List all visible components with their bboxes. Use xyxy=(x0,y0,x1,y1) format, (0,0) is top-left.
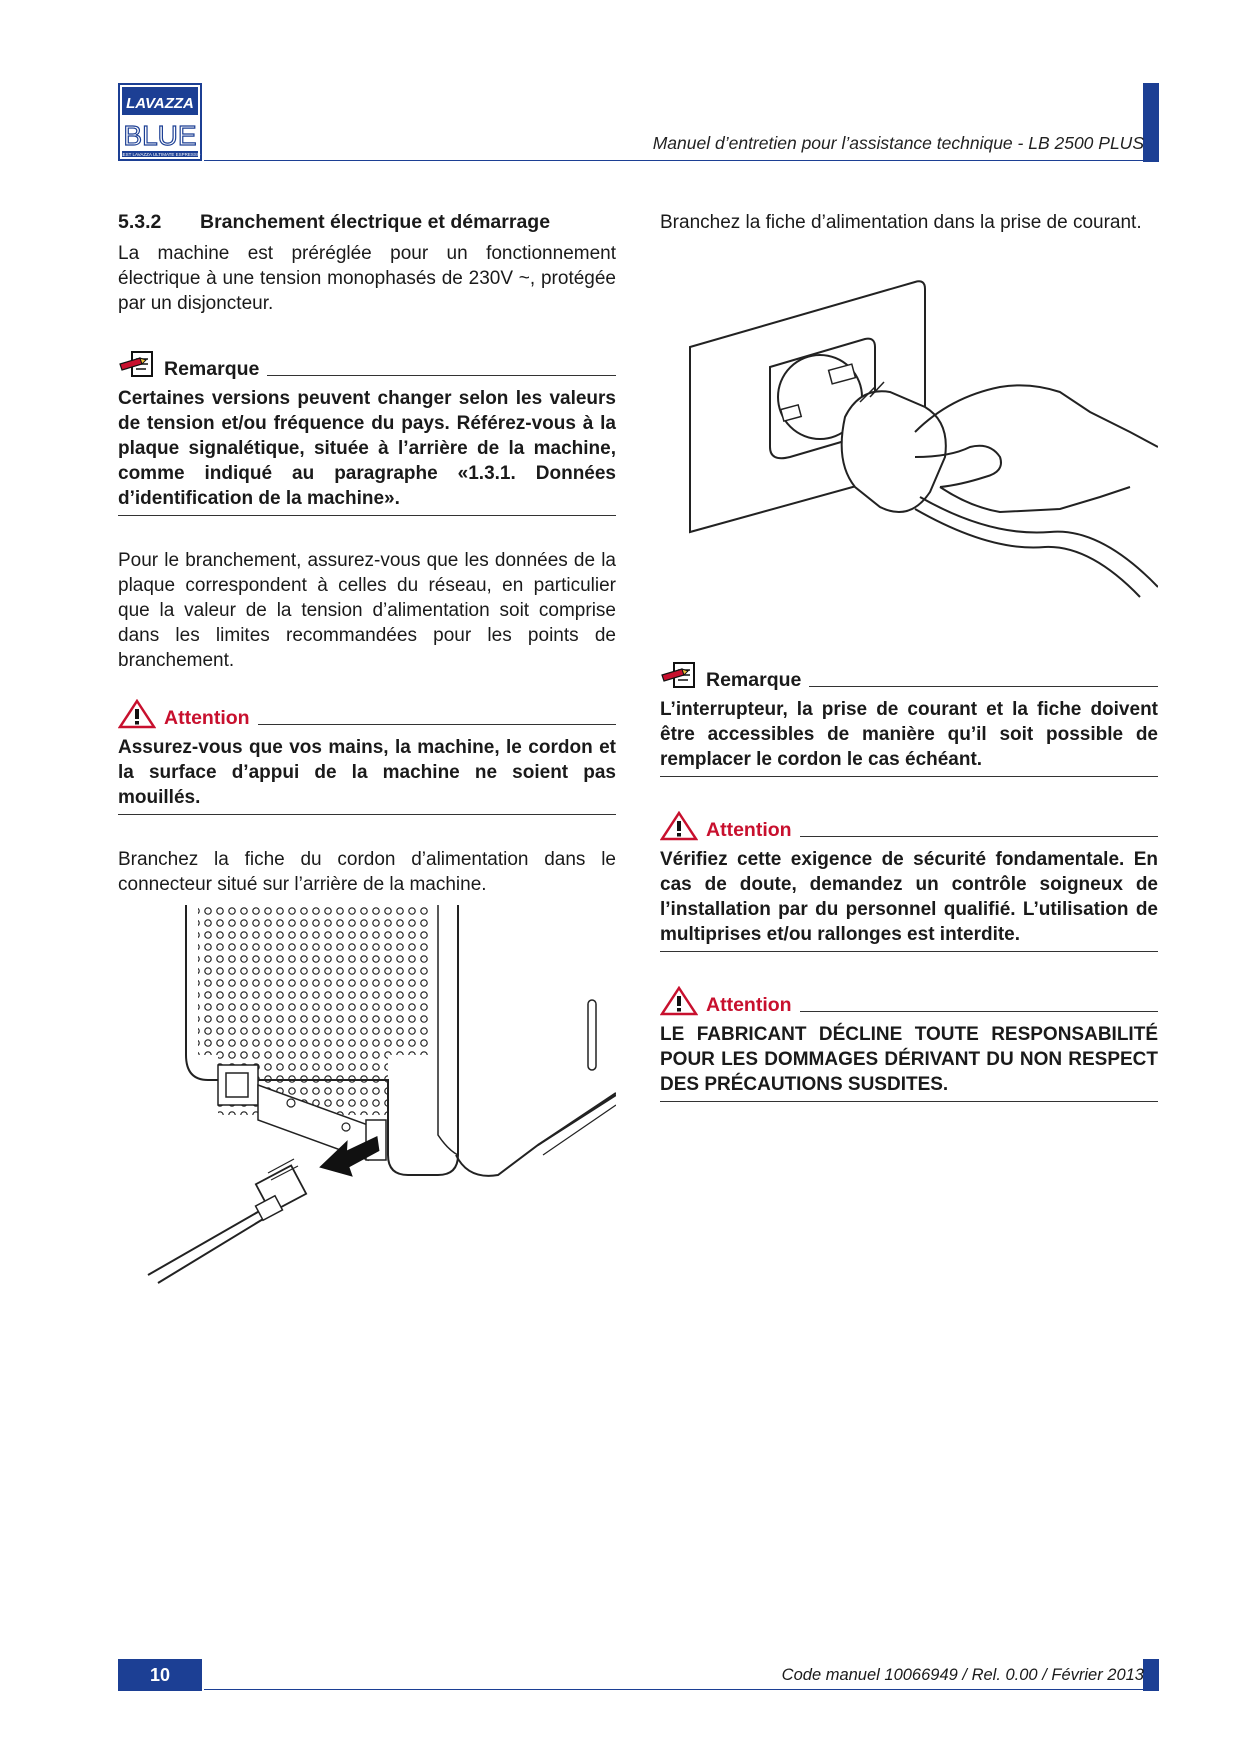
left-column xyxy=(118,210,616,1305)
attention-heading xyxy=(118,695,616,729)
warning-icon xyxy=(660,811,698,841)
warning-icon xyxy=(118,699,156,729)
remark-rule xyxy=(809,686,1158,687)
footer-divider xyxy=(204,1689,1147,1690)
attention-heading-2 xyxy=(660,982,1158,1016)
remark-text: Certaines versions peuvent changer selon les valeurs de tension et/ou fréquence du pays. Référez-vous à la plaque signalétique, située à l’arrière de la machine, comme indiqué au paragraphe «1.3.1. Données d’identification de la machine». xyxy=(118,386,616,516)
header-accent-bar xyxy=(1143,83,1159,162)
attention-text-1: Vérifiez cette exigence de sécurité fondamentale. En cas de doute, demandez un contrôle soigneux de l’installation par du personnel qualifié. L’utilisation de multiprises et/ou rallonges est interdite. xyxy=(660,847,1158,952)
intro-paragraph: La machine est préréglée pour un fonctionnement électrique à une tension monophasés de 230V ~, protégée par un disjoncteur. xyxy=(118,243,616,314)
document-title: Manuel d’entretien pour l’assistance technique - LB 2500 PLUS xyxy=(652,133,1144,153)
attention-text-2: LE FABRICANT DÉCLINE TOUTE RESPONSABILITÉ POUR LES DOMMAGES DÉRIVANT DU NON RESPECT DES PRÉCAUTIONS SUSDITES. xyxy=(660,1022,1158,1102)
remark-rule xyxy=(267,375,616,376)
page-number: 10 xyxy=(118,1659,202,1691)
remark-pencil-icon xyxy=(118,350,156,380)
section-title: Branchement électrique et démarrage xyxy=(200,211,551,233)
connection-paragraph: Pour le branchement, assurez-vous que les données de la plaque correspondent à celles du réseau, en particulier que la valeur de la tension d’alimentation soit comprise dans les limites recommandées pour les points de branchement. xyxy=(118,550,616,671)
section-number: 5.3.2 xyxy=(118,211,162,233)
attention-rule xyxy=(800,836,1158,837)
header-divider xyxy=(204,160,1147,161)
section-heading xyxy=(118,210,616,235)
plug-cord-paragraph: Branchez la fiche du cordon d’alimentation dans le connecteur situé sur l’arrière de la machine. xyxy=(118,849,616,895)
plug-socket-paragraph: Branchez la fiche d’alimentation dans la prise de courant. xyxy=(660,212,1142,233)
svg-text:BLUE: BLUE xyxy=(123,120,197,151)
attention-rule xyxy=(258,724,616,725)
warning-icon xyxy=(660,986,698,1016)
lavazza-blue-logo xyxy=(118,83,202,161)
remark-text-right: L’interrupteur, la prise de courant et la fiche doivent être accessibles de manière qu’il soit possible de remplacer le cordon le cas échéant. xyxy=(660,697,1158,777)
attention-heading-1 xyxy=(660,807,1158,841)
remark-label: Remarque xyxy=(164,358,260,380)
remark-label: Remarque xyxy=(706,669,802,691)
remark-heading-right xyxy=(660,657,1158,691)
attention-text: Assurez-vous que vos mains, la machine, le cordon et la surface d’appui de la machine ne soient pas mouillés. xyxy=(118,735,616,815)
wall-socket-illustration xyxy=(660,247,1158,617)
attention-rule xyxy=(800,1011,1158,1012)
attention-label: Attention xyxy=(706,994,792,1016)
remark-heading xyxy=(118,346,616,380)
attention-label: Attention xyxy=(706,819,792,841)
svg-text:LAVAZZA: LAVAZZA xyxy=(126,95,194,112)
manual-code: Code manuel 10066949 / Rel. 0.00 / Février 2013 xyxy=(781,1666,1144,1684)
svg-text:BEST LAVAZZA ULTIMATE ESPRESSO: BEST LAVAZZA ULTIMATE ESPRESSO xyxy=(119,152,201,157)
attention-label: Attention xyxy=(164,707,250,729)
footer-accent-bar xyxy=(1143,1659,1159,1691)
machine-rear-illustration xyxy=(118,905,616,1305)
remark-pencil-icon xyxy=(660,661,698,691)
right-column xyxy=(660,210,1158,1102)
